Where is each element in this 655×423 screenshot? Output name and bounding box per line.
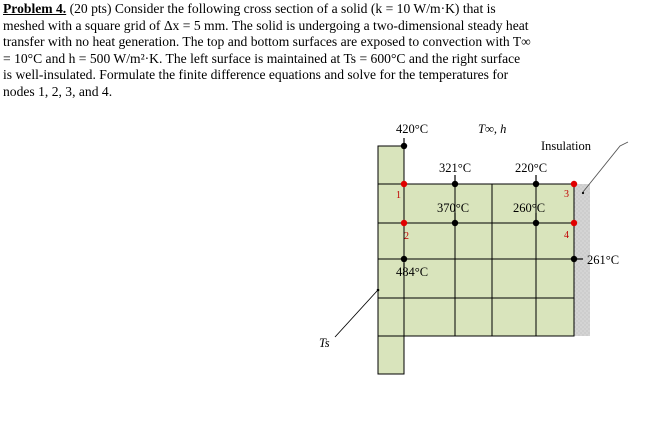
node-2-marker (401, 220, 407, 226)
label-484: 484°C (396, 265, 429, 279)
problem-line-1: (20 pts) Consider the following cross section of a solid (k = 10 W/m·K) that is (66, 1, 496, 16)
problem-line-4: = 10°C and h = 500 W/m²·K. The left surface is maintained at Ts = 600°C and the right surface (3, 50, 521, 66)
problem-line-2: meshed with a square grid of Δx = 5 mm. The solid is undergoing a two-dimensional steady heat (3, 17, 529, 33)
node-4-label: 4 (564, 230, 569, 241)
label-321: 321°C (439, 161, 472, 175)
node-4-marker (571, 220, 577, 226)
solid-fill (378, 146, 574, 374)
label-370: 370°C (437, 201, 470, 215)
node-3-marker (571, 181, 577, 187)
label-tinf-h: T∞, h (478, 122, 507, 136)
node-484 (401, 256, 407, 262)
problem-line-3: transfer with no heat generation. The top and bottom surfaces are exposed to convection with T∞ (3, 34, 531, 50)
label-220: 220°C (515, 161, 548, 175)
node-1-marker (401, 181, 407, 187)
label-261: 261°C (587, 253, 620, 267)
problem-label: Problem 4. (3, 1, 67, 16)
ts-leader (335, 291, 377, 337)
node-2-label: 2 (404, 231, 409, 242)
label-260: 260°C (513, 201, 546, 215)
node-1-label: 1 (396, 190, 401, 201)
problem-line-6: nodes 1, 2, 3, and 4. (3, 83, 113, 99)
node-3-label: 3 (564, 189, 569, 200)
label-insulation: Insulation (541, 139, 591, 153)
label-ts: Ts (319, 336, 330, 350)
problem-line-5: is well-insulated. Formulate the finite difference equations and solve for the temperatures for (3, 67, 509, 83)
label-420: 420°C (396, 122, 429, 136)
